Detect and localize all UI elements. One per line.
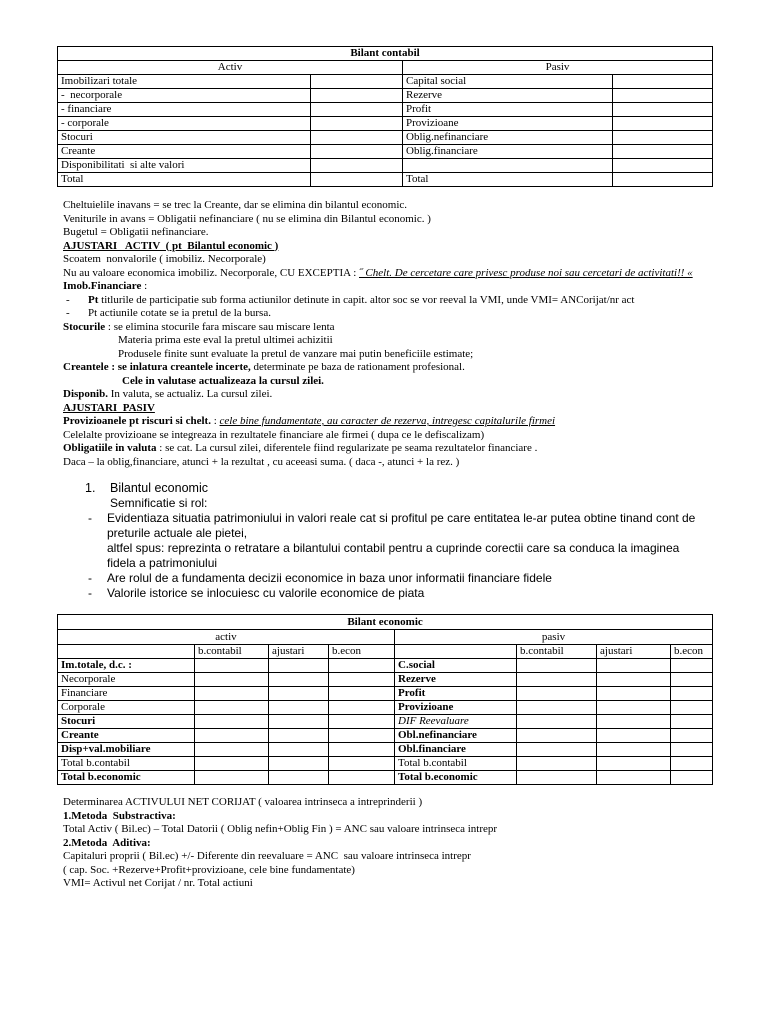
note-celelalte-provizioane: Celelalte provizioane se integreaza in rezultatele financiare ale firmei ( dupa ce le defiscalizam) <box>63 428 485 441</box>
table-row <box>58 159 713 173</box>
value-cell <box>269 701 329 715</box>
table-header-row <box>58 630 713 645</box>
pasiv-value-cell <box>613 75 713 89</box>
activ-label: Corporale <box>58 701 195 715</box>
metoda-aditiva-title: 2.Metoda Aditiva: <box>63 836 151 849</box>
value-cell <box>195 757 269 771</box>
value-cell <box>329 771 395 785</box>
note-scoatem: Scoatem nonvalorile ( imobiliz. Necorporale) <box>63 253 266 265</box>
activ-value-cell <box>311 131 403 145</box>
pasiv-value-cell <box>613 131 713 145</box>
table-row <box>58 75 713 89</box>
activ-label: Disp+val.mobiliare <box>58 743 195 757</box>
column-header-row <box>58 645 713 659</box>
value-cell <box>517 715 597 729</box>
pasiv-label: Obl.financiare <box>395 743 517 757</box>
note-creante <box>63 361 693 375</box>
column-header-ajustari: ajustari <box>597 645 671 659</box>
value-cell <box>671 729 713 743</box>
table-title: Bilant contabil <box>58 47 713 61</box>
stocuri-label: Stocurile <box>63 320 106 333</box>
pasiv-value-cell <box>613 159 713 173</box>
list-marker: - <box>66 307 70 319</box>
activ-label: Im.totale, d.c. : <box>58 659 195 673</box>
list-item <box>63 571 695 586</box>
activ-label: Stocuri <box>58 715 195 729</box>
table-row <box>58 659 713 673</box>
list-item-continuation: preturile actuale ale pietei, <box>107 526 248 540</box>
value-cell <box>195 687 269 701</box>
provizioane-sep: : <box>210 415 220 427</box>
activ-label: Stocuri <box>58 131 311 145</box>
value-cell <box>329 729 395 743</box>
section-number: 1. <box>85 481 96 495</box>
list-item <box>63 511 695 526</box>
activ-label: Necorporale <box>58 673 195 687</box>
pasiv-label: Rezerve <box>403 89 613 103</box>
activ-value-cell <box>311 89 403 103</box>
value-cell <box>671 715 713 729</box>
value-cell <box>517 687 597 701</box>
list-marker: - <box>88 571 92 585</box>
value-cell <box>517 701 597 715</box>
activ-label: Total <box>58 173 311 187</box>
activ-label: Creante <box>58 145 311 159</box>
pasiv-label: Rezerve <box>395 673 517 687</box>
note-obligatii-valuta <box>63 442 693 456</box>
activ-label: - corporale <box>58 117 311 131</box>
bilant-contabil-table <box>57 46 713 187</box>
pasiv-label: Provizioane <box>395 701 517 715</box>
value-cell <box>671 659 713 673</box>
bilant-economic-table <box>57 614 713 785</box>
table-header-row <box>58 61 713 75</box>
activ-label: - necorporale <box>58 89 311 103</box>
table-row <box>58 701 713 715</box>
value-cell <box>329 715 395 729</box>
list-item-lead: Pt <box>88 293 99 306</box>
note-provizioane <box>63 415 693 429</box>
list-marker: - <box>66 293 70 306</box>
activ-value-cell <box>311 75 403 89</box>
creante-label: Creantele : se inlatura creantele incerte, <box>63 361 251 373</box>
obligatii-text: : se cat. La cursul zilei, diferentele fiind regularizate pe seama rezultatelor financiare . <box>156 442 538 454</box>
ajustari-notes <box>63 199 693 469</box>
section-heading <box>63 480 695 496</box>
metoda-aditiva-note: ( cap. Soc. +Rezerve+Profit+provizioane, cele bine fundamentate) <box>63 863 355 876</box>
imob-financiare-sep: : <box>141 280 148 292</box>
value-cell <box>329 687 395 701</box>
ajustari-activ-heading: AJUSTARI ACTIV ( pt Bilantul economic ) <box>63 239 279 252</box>
pasiv-label: Provizioane <box>403 117 613 131</box>
pasiv-value-cell <box>613 117 713 131</box>
list-item-continuation: altfel spus: reprezinta o retratare a bilantului contabil pentru a cuprinde corectii care sa conduca la imaginea <box>107 541 680 555</box>
value-cell <box>517 729 597 743</box>
note-exceptie-highlight: ˝ Chelt. De cercetare care privesc produse noi sau cercetari de activitati!! « <box>359 266 693 279</box>
value-cell <box>329 701 395 715</box>
value-cell <box>329 673 395 687</box>
value-cell <box>597 729 671 743</box>
value-cell <box>597 659 671 673</box>
activ-label: Total b.economic <box>58 771 195 785</box>
metoda-substractiva-title: 1.Metoda Substractiva: <box>63 809 176 822</box>
pasiv-label-header <box>395 645 517 659</box>
note-cheltuieli-avans: Cheltuielile inavans = se trec la Creante, dar se elimina din bilantul economic. <box>63 199 408 211</box>
anc-heading: Determinarea ACTIVULUI NET CORIJAT ( valoarea intrinseca a intreprinderii ) <box>63 796 423 808</box>
value-cell <box>671 771 713 785</box>
value-cell <box>269 659 329 673</box>
pasiv-value-cell <box>613 145 713 159</box>
pasiv-label <box>403 159 613 173</box>
table-row <box>58 89 713 103</box>
activ-label: Financiare <box>58 687 195 701</box>
table-row <box>58 687 713 701</box>
value-cell <box>195 715 269 729</box>
pasiv-label: Capital social <box>403 75 613 89</box>
value-cell <box>671 673 713 687</box>
pasiv-label: Obl.nefinanciare <box>395 729 517 743</box>
metoda-substractiva-formula: Total Activ ( Bil.ec) – Total Datorii ( Oblig nefin+Oblig Fin ) = ANC sau valoare intrinseca intrepr <box>63 823 498 835</box>
imob-financiare-label: Imob.Financiare <box>63 280 142 292</box>
section-title: Bilantul economic <box>110 481 208 495</box>
table-row <box>58 117 713 131</box>
value-cell <box>517 743 597 757</box>
value-cell <box>195 743 269 757</box>
provizioane-highlight: cele bine fundamentate, au caracter de rezerva, intregesc capitalurile firmei <box>219 415 556 427</box>
pasiv-label: Profit <box>395 687 517 701</box>
pasiv-label: DIF Reevaluare <box>395 715 517 729</box>
bilantul-economic-section <box>63 480 695 601</box>
list-item <box>63 307 693 321</box>
disponib-label: Disponib. <box>63 388 108 400</box>
note-stocuri <box>63 321 693 335</box>
pasiv-label: Oblig.nefinanciare <box>403 131 613 145</box>
pasiv-label: Total b.economic <box>395 771 517 785</box>
column-header-ajustari: ajustari <box>269 645 329 659</box>
table-row <box>58 757 713 771</box>
table-row <box>58 145 713 159</box>
activ-label: - financiare <box>58 103 311 117</box>
table-title: Bilant economic <box>58 615 713 630</box>
note-exceptie <box>63 267 693 281</box>
list-item-text: Valorile istorice se inlocuiesc cu valorile economice de piata <box>107 586 425 600</box>
column-header-b-econ: b.econ <box>671 645 713 659</box>
value-cell <box>195 729 269 743</box>
value-cell <box>269 729 329 743</box>
list-item-text: Are rolul de a fundamenta decizii economice in baza unor informatii financiare fidele <box>107 571 552 585</box>
activ-header: Activ <box>58 61 403 75</box>
value-cell <box>329 743 395 757</box>
disponib-text: In valuta, se actualiz. La cursul zilei. <box>107 388 273 400</box>
value-cell <box>329 757 395 771</box>
pasiv-header: Pasiv <box>403 61 713 75</box>
value-cell <box>195 771 269 785</box>
list-marker: - <box>88 586 92 600</box>
value-cell <box>597 673 671 687</box>
table-row <box>58 131 713 145</box>
value-cell <box>269 673 329 687</box>
note-daca: Daca – la oblig,financiare, atunci + la rezultat , cu aceeasi suma. ( daca -, atunci + la rez. ) <box>63 455 460 468</box>
activ-label: Total b.contabil <box>58 757 195 771</box>
pasiv-header: pasiv <box>395 630 713 645</box>
list-item-text: Evidentiaza situatia patrimoniului in valori reale cat si profitul pe care entitatea le-ar putea obtine tinand cont de <box>107 511 696 525</box>
activ-label-header <box>58 645 195 659</box>
activ-value-cell <box>311 159 403 173</box>
value-cell <box>517 673 597 687</box>
value-cell <box>597 715 671 729</box>
obligatii-label: Obligatiile in valuta <box>63 442 157 454</box>
table-row <box>58 173 713 187</box>
note-stocuri-produse-finite: Produsele finite sunt evaluate la pretul de vanzare mai putin beneficiile estimate; <box>118 347 474 360</box>
table-row <box>58 743 713 757</box>
note-disponib <box>63 388 693 402</box>
value-cell <box>195 673 269 687</box>
value-cell <box>517 771 597 785</box>
value-cell <box>195 659 269 673</box>
pasiv-label: Oblig.financiare <box>403 145 613 159</box>
table-row <box>58 729 713 743</box>
section-subtitle: Semnificatie si rol: <box>110 496 208 510</box>
value-cell <box>329 659 395 673</box>
activ-value-cell <box>311 117 403 131</box>
ajustari-pasiv-heading: AJUSTARI PASIV <box>63 401 155 414</box>
list-item <box>63 586 695 601</box>
value-cell <box>269 757 329 771</box>
value-cell <box>597 757 671 771</box>
activ-header: activ <box>58 630 395 645</box>
value-cell <box>671 757 713 771</box>
pasiv-value-cell <box>613 173 713 187</box>
list-item-continuation: fidela a patrimoniului <box>107 556 218 570</box>
value-cell <box>671 701 713 715</box>
value-cell <box>597 743 671 757</box>
column-header-b-econ: b.econ <box>329 645 395 659</box>
list-marker: - <box>88 511 92 525</box>
provizioane-label: Provizioanele pt riscuri si chelt. <box>63 415 211 427</box>
note-exceptie-text: Nu au valoare economica imobiliz. Necorporale, CU EXCEPTIA : <box>63 266 359 279</box>
table-title-row <box>58 47 713 61</box>
pasiv-label: Profit <box>403 103 613 117</box>
column-header-b-contabil: b.contabil <box>517 645 597 659</box>
value-cell <box>597 701 671 715</box>
note-bugetul: Bugetul = Obligatii nefinanciare. <box>63 226 209 238</box>
metoda-aditiva-formula: Capitaluri proprii ( Bil.ec) +/- Diferente din reevaluare = ANC sau valoare intrinseca intrepr <box>63 850 471 862</box>
note-venituri-avans: Veniturile in avans = Obligatii nefinanciare ( nu se elimina din Bilantul economic. ) <box>63 212 431 225</box>
value-cell <box>269 715 329 729</box>
note-creante-valuta: Cele in valutase actualizeaza la cursul zilei. <box>122 374 324 387</box>
imob-financiare-heading <box>63 280 693 294</box>
activ-label: Creante <box>58 729 195 743</box>
column-header-b-contabil: b.contabil <box>195 645 269 659</box>
value-cell <box>671 687 713 701</box>
activ-value-cell <box>311 173 403 187</box>
list-item-text: Pt actiunile cotate se ia pretul de la bursa. <box>88 307 271 319</box>
activ-value-cell <box>311 145 403 159</box>
value-cell <box>671 743 713 757</box>
table-row <box>58 103 713 117</box>
value-cell <box>269 743 329 757</box>
table-title-row <box>58 615 713 630</box>
vmi-formula: VMI= Activul net Corijat / nr. Total actiuni <box>63 877 253 889</box>
activ-net-corijat-block <box>63 796 497 891</box>
activ-label: Imobilizari totale <box>58 75 311 89</box>
list-item <box>63 294 693 308</box>
creante-text: determinate pe baza de rationament profesional. <box>250 361 465 373</box>
value-cell <box>269 687 329 701</box>
table-row <box>58 673 713 687</box>
pasiv-value-cell <box>613 103 713 117</box>
note-stocuri-materia-prima: Materia prima este eval la pretul ultimei achizitii <box>118 334 333 346</box>
activ-label: Disponibilitati si alte valori <box>58 159 311 173</box>
activ-value-cell <box>311 103 403 117</box>
table-row <box>58 771 713 785</box>
pasiv-label: Total b.contabil <box>395 757 517 771</box>
pasiv-label: C.social <box>395 659 517 673</box>
value-cell <box>597 771 671 785</box>
value-cell <box>517 659 597 673</box>
stocuri-text: : se elimina stocurile fara miscare sau miscare lenta <box>105 320 335 333</box>
value-cell <box>195 701 269 715</box>
value-cell <box>517 757 597 771</box>
pasiv-value-cell <box>613 89 713 103</box>
value-cell <box>269 771 329 785</box>
value-cell <box>597 687 671 701</box>
table-row <box>58 715 713 729</box>
list-item-text: titlurile de participatie sub forma actiunilor detinute in capit. altor soc se vor reeval la VMI, unde VMI= ANCorijat/nr act <box>98 293 635 306</box>
pasiv-label: Total <box>403 173 613 187</box>
